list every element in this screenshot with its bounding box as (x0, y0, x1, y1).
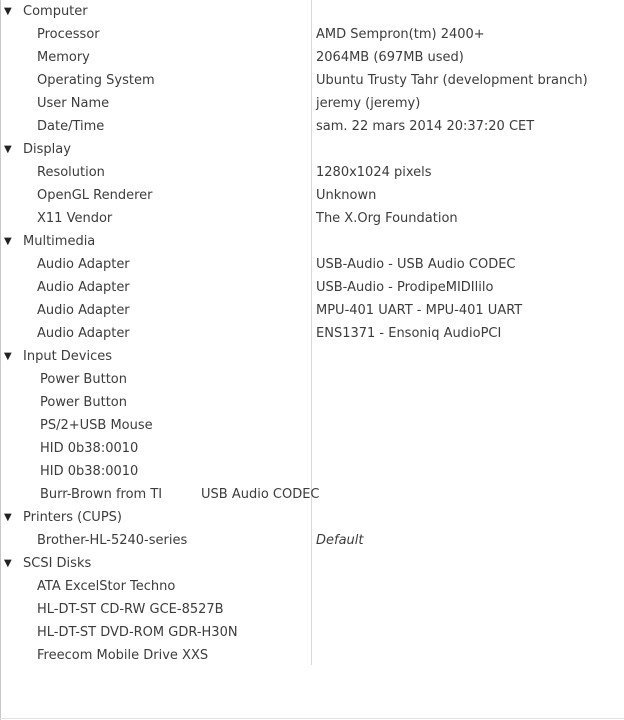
item-name: PS/2+USB Mouse (40, 418, 153, 433)
category-label: Multimedia (23, 234, 96, 249)
tree-item-row[interactable] (0, 276, 624, 299)
item-name: Audio Adapter (37, 280, 130, 295)
item-value: USB-Audio - USB Audio CODEC (316, 257, 516, 272)
category-row-printers-cups[interactable] (0, 506, 624, 529)
item-name: Operating System (37, 73, 155, 88)
category-row-multimedia[interactable] (0, 230, 624, 253)
item-name: Power Button (40, 372, 127, 387)
item-name: Memory (37, 50, 90, 65)
tree-item-row[interactable] (0, 644, 624, 667)
expander-arrow-icon[interactable]: ▼ (4, 236, 12, 247)
item-name: Audio Adapter (37, 303, 130, 318)
tree-item-row[interactable] (0, 299, 624, 322)
item-value: 1280x1024 pixels (316, 165, 432, 180)
item-name: User Name (37, 96, 110, 111)
expander-arrow-icon[interactable]: ▼ (4, 558, 12, 569)
item-name: HID 0b38:0010 (40, 464, 139, 479)
tree-item-row[interactable] (0, 621, 624, 644)
item-name: Audio Adapter (37, 326, 130, 341)
item-value: Ubuntu Trusty Tahr (development branch) (316, 73, 588, 88)
item-name: HL-DT-ST DVD-ROM GDR-H30N (37, 625, 238, 640)
item-value: USB-Audio - ProdipeMIDIlilo (316, 280, 494, 295)
category-row-input-devices[interactable] (0, 345, 624, 368)
item-value: Default (316, 533, 364, 548)
tree-item-row[interactable] (0, 391, 624, 414)
category-row-scsi-disks[interactable] (0, 552, 624, 575)
tree-item-row[interactable] (0, 437, 624, 460)
item-name: Brother-HL-5240-series (37, 533, 188, 548)
item-value: 2064MB (697MB used) (316, 50, 464, 65)
tree-item-row[interactable] (0, 483, 624, 506)
item-name: Audio Adapter (37, 257, 130, 272)
expander-arrow-icon[interactable]: ▼ (4, 512, 12, 523)
item-name: HID 0b38:0010 (40, 441, 139, 456)
tree-item-row[interactable] (0, 115, 624, 138)
item-name: Freecom Mobile Drive XXS (37, 648, 209, 663)
tree-item-row[interactable] (0, 368, 624, 391)
expander-arrow-icon[interactable]: ▼ (4, 144, 12, 155)
item-name: Power Button (40, 395, 127, 410)
item-name: Date/Time (37, 119, 105, 134)
tree-item-row[interactable] (0, 46, 624, 69)
item-value: The X.Org Foundation (316, 211, 458, 226)
expander-arrow-icon[interactable]: ▼ (4, 6, 12, 17)
tree-item-row[interactable] (0, 161, 624, 184)
tree-item-row[interactable] (0, 575, 624, 598)
tree-item-row[interactable] (0, 69, 624, 92)
category-row-display[interactable] (0, 138, 624, 161)
category-label: Display (23, 142, 71, 157)
category-label: SCSI Disks (23, 556, 92, 571)
item-name: Resolution (37, 165, 105, 180)
item-value: sam. 22 mars 2014 20:37:20 CET (316, 119, 535, 134)
item-value: jeremy (jeremy) (316, 96, 421, 111)
tree-item-row[interactable] (0, 529, 624, 552)
item-value: MPU-401 UART - MPU-401 UART (316, 303, 523, 318)
item-value: USB Audio CODEC (201, 487, 320, 502)
tree-item-row[interactable] (0, 92, 624, 115)
expander-arrow-icon[interactable]: ▼ (4, 351, 12, 362)
item-name: Processor (37, 27, 100, 42)
category-label: Printers (CUPS) (23, 510, 122, 525)
item-value: AMD Sempron(tm) 2400+ (316, 27, 485, 42)
item-value: Unknown (316, 188, 377, 203)
tree-item-row[interactable] (0, 414, 624, 437)
item-name: HL-DT-ST CD-RW GCE-8527B (37, 602, 224, 617)
item-name: X11 Vendor (37, 211, 113, 226)
tree-item-row[interactable] (0, 253, 624, 276)
category-row-computer[interactable] (0, 0, 624, 23)
tree-item-row[interactable] (0, 598, 624, 621)
category-label: Computer (23, 4, 88, 19)
tree-item-row[interactable] (0, 23, 624, 46)
panel-bottom-border (0, 718, 624, 719)
item-name: ATA ExcelStor Techno (37, 579, 176, 594)
item-name: Burr-Brown from TI (40, 487, 163, 502)
category-label: Input Devices (23, 349, 113, 364)
item-name: OpenGL Renderer (37, 188, 153, 203)
tree-item-row[interactable] (0, 207, 624, 230)
item-value: ENS1371 - Ensoniq AudioPCI (316, 326, 502, 341)
tree-item-row[interactable] (0, 322, 624, 345)
tree-item-row[interactable] (0, 460, 624, 483)
tree-item-row[interactable] (0, 184, 624, 207)
